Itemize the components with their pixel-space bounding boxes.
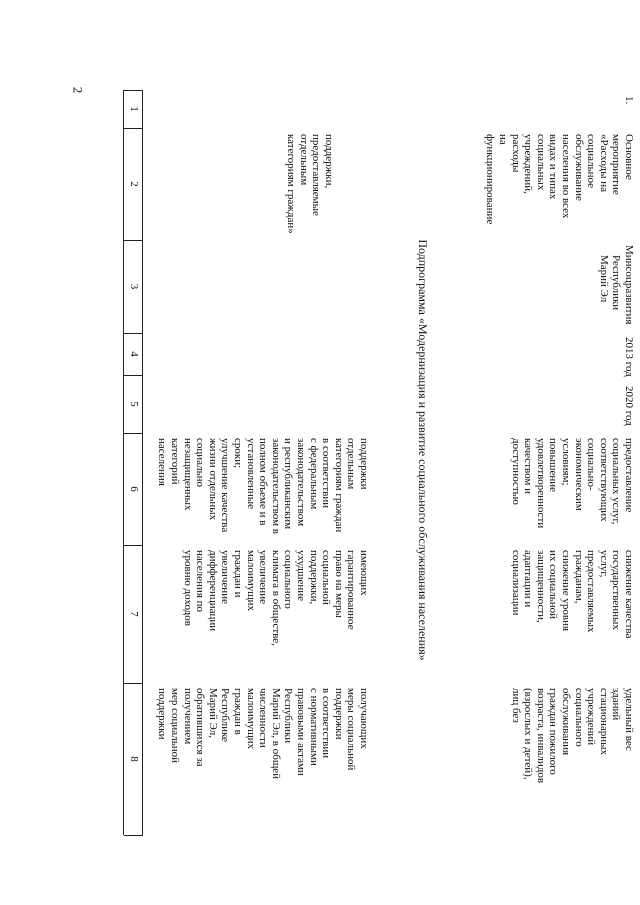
- column-header-7: 7: [128, 611, 140, 617]
- text-line: поддержки: [156, 688, 169, 740]
- text-line: граждан пожилого: [547, 688, 560, 775]
- text-line: установленные: [244, 438, 257, 510]
- text-line: с федеральным: [307, 438, 320, 510]
- text-line: соответствующих: [597, 438, 610, 522]
- text-line: учреждений, расходы: [509, 134, 535, 194]
- text-line: законодательством в: [269, 438, 282, 534]
- text-line: увеличение: [219, 550, 232, 604]
- text-line: поддержки: [332, 688, 345, 740]
- row1-col5: 2020 год: [623, 386, 635, 426]
- text-line: обратившихся за: [194, 688, 207, 767]
- table-right-border: [124, 835, 143, 836]
- text-line: полном объеме и в: [257, 438, 270, 526]
- text-line: Марий Эл: [597, 255, 610, 303]
- column-header-6: 6: [128, 486, 140, 492]
- text-line: уровню доходов: [181, 550, 194, 626]
- row1-col4: 2013 год: [623, 337, 635, 377]
- column-header-4: 4: [128, 351, 140, 357]
- text-line: сроки;: [232, 438, 245, 469]
- text-line: предоставляемых: [585, 550, 598, 633]
- text-line: обслуживания: [560, 688, 573, 756]
- continued-row-col2: [285, 134, 335, 234]
- text-line: право на меры: [332, 550, 345, 618]
- text-line: поддержки,: [323, 134, 335, 189]
- text-line: снижение уровня: [560, 550, 573, 632]
- text-line: получающих: [358, 688, 370, 749]
- text-line: качеством и: [522, 438, 535, 495]
- text-line: населения: [156, 438, 169, 486]
- text-line: видах и типах: [547, 134, 560, 200]
- text-line: отдельным: [297, 134, 310, 186]
- text-line: (взрослых и детей),: [522, 688, 535, 780]
- text-line: мероприятие: [610, 134, 623, 195]
- text-line: Республики: [610, 255, 623, 311]
- text-line: дифференциации: [206, 550, 219, 632]
- text-line: возраста, инвалидов: [534, 688, 547, 784]
- text-line: поддержки,: [307, 550, 320, 605]
- text-line: доступностью: [509, 438, 522, 505]
- text-line: малоимущих: [244, 688, 257, 750]
- row1-col7: [509, 550, 635, 678]
- text-line: гарантированное: [345, 550, 358, 630]
- column-header-3: 3: [128, 283, 140, 290]
- text-line: их социальной: [547, 550, 560, 620]
- text-line: социальное: [585, 134, 598, 189]
- text-line: лиц без: [509, 688, 522, 723]
- text-line: категориям граждан»: [285, 134, 298, 234]
- text-line: Основное: [623, 134, 635, 180]
- text-line: удельный вес: [623, 688, 635, 751]
- column-header-1: 1: [128, 106, 140, 112]
- text-line: Республике: [219, 688, 232, 742]
- text-line: государственных: [610, 550, 623, 630]
- text-line: малоимущих: [244, 550, 257, 612]
- text-line: с нормативными: [307, 688, 320, 766]
- text-line: повышение: [547, 438, 560, 492]
- text-line: Минсоцразвития: [623, 245, 635, 325]
- text-line: условиям;: [560, 438, 573, 486]
- text-line: удовлетворенности: [534, 438, 547, 529]
- text-line: социализации: [509, 550, 522, 616]
- text-line: имеющих: [358, 550, 370, 596]
- continued-row-col7: [181, 550, 370, 678]
- text-line: поддержки: [358, 438, 370, 490]
- text-line: предоставляемые: [310, 134, 323, 216]
- text-line: зданий: [610, 688, 623, 721]
- text-line: на функционирование: [484, 134, 510, 225]
- text-line: Марий Эл,: [206, 688, 219, 739]
- text-line: меры социальной: [345, 688, 358, 771]
- continued-row-col6: [156, 438, 370, 542]
- column-header-2: 2: [128, 181, 140, 187]
- row1-col2: [484, 134, 635, 234]
- text-line: в соответствии: [320, 688, 333, 759]
- text-line: населения по: [194, 550, 207, 613]
- text-line: граждан и: [232, 550, 245, 598]
- text-line: экономическим: [572, 438, 585, 511]
- header-row-border: [123, 90, 124, 835]
- text-line: социальной: [320, 550, 333, 605]
- text-line: увеличение: [257, 550, 270, 604]
- text-line: жизни отдельных: [206, 438, 219, 521]
- row1-col3: [597, 245, 635, 331]
- text-line: социальных: [534, 134, 547, 191]
- page-number: 2: [70, 86, 86, 94]
- text-line: предоставление: [623, 438, 635, 513]
- text-line: социального: [572, 688, 585, 747]
- text-line: Республики: [282, 688, 295, 744]
- continued-row-col8: [156, 688, 370, 831]
- text-line: получением: [181, 688, 194, 745]
- text-line: правовыми актами: [295, 688, 308, 776]
- text-line: мер социальной: [169, 688, 182, 764]
- text-line: в соответствии: [320, 438, 333, 509]
- row1-col8: [509, 688, 635, 831]
- text-line: учреждений: [585, 688, 598, 746]
- text-line: ухудшение: [295, 550, 308, 601]
- text-line: социально-: [585, 438, 598, 491]
- text-line: отдельным: [345, 438, 358, 490]
- text-line: граждан в: [232, 688, 245, 735]
- text-line: социально: [194, 438, 207, 488]
- text-line: категорий: [169, 438, 182, 485]
- column-header-8: 8: [128, 756, 140, 762]
- text-line: категориям граждан: [332, 438, 345, 533]
- text-line: гражданам,: [572, 550, 585, 604]
- row1-number: 1.: [623, 96, 635, 105]
- text-line: климата в обществе,: [269, 550, 282, 646]
- column-header-5: 5: [128, 401, 140, 407]
- text-line: обслуживание: [572, 134, 585, 201]
- text-line: адаптации и: [522, 550, 535, 608]
- text-line: Марий Эл, в общей: [269, 688, 282, 780]
- text-line: и республиканским: [282, 438, 295, 530]
- text-line: социального: [282, 550, 295, 609]
- text-line: снижение качества: [623, 550, 635, 639]
- text-line: населения во всех: [560, 134, 573, 219]
- text-line: стационарных: [597, 688, 610, 756]
- text-line: «Расходы на: [597, 134, 610, 193]
- table-top-border: [142, 90, 143, 835]
- text-line: незащищенных: [181, 438, 194, 511]
- text-line: улучшение качества: [219, 438, 232, 533]
- row1-col6: [509, 438, 635, 542]
- text-line: услуг,: [597, 550, 610, 578]
- subprogram-title: Подпрограмма «Модернизация и развитие социального обслуживания населения»: [416, 239, 430, 661]
- text-line: социальных услуг,: [610, 438, 623, 525]
- text-line: численности: [257, 688, 270, 748]
- text-line: законодательством: [295, 438, 308, 527]
- text-line: защищенности,: [534, 550, 547, 623]
